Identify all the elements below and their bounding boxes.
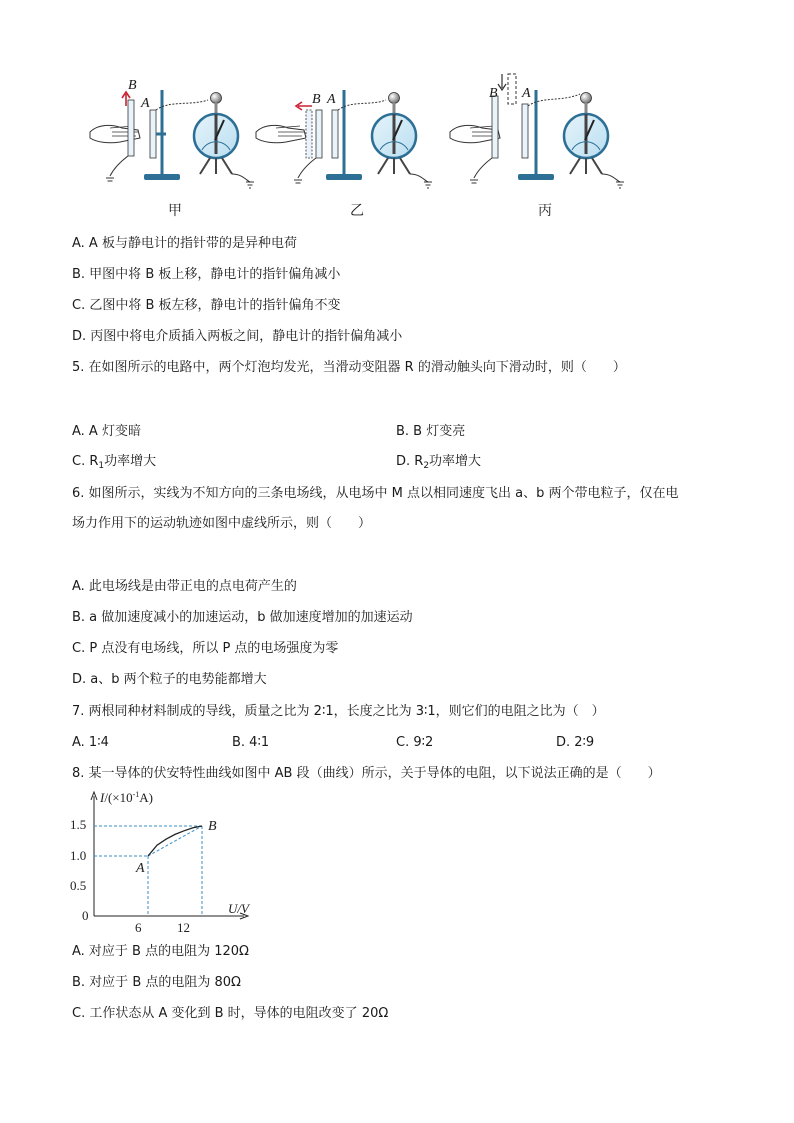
q7-stem: 7. 两根同种材料制成的导线，质量之比为 2∶1，长度之比为 3∶1，则它们的电阻之比为（ ） [72,704,605,719]
q4-option-a: A. A 板与静电计的指针带的是异种电荷 [72,236,297,251]
electroscope-apparatus-figure [80,70,640,220]
q8-stem: 8. 某一导体的伏安特性曲线如图中 AB 段（曲线）所示，关于导体的电阻，以下说法正确的是（ ） [72,766,661,781]
x-tick-label: 6 [135,920,142,935]
q6-stem-line1: 6. 如图所示，实线为不知方向的三条电场线，从电场中 M 点以相同速度飞出 a、b 两个带电粒子，仅在电 [72,486,679,501]
y-axis-label: $I/(\times 10^{-1}A)$ [100,790,154,805]
q4-option-b: B. 甲图中将 B 板上移，静电计的指针偏角减小 [72,267,341,282]
y-tick-label: 0 [82,908,89,923]
y-tick-label: 1.0 [70,848,87,863]
q4-option-c: C. 乙图中将 B 板左移，静电计的指针偏角不变 [72,298,341,313]
q8-option-a: A. 对应于 B 点的电阻为 120Ω [72,944,249,959]
q6-option-a: A. 此电场线是由带正电的点电荷产生的 [72,579,297,594]
plate-label-b: B [312,92,321,107]
y-tick-label: 0.5 [70,878,87,893]
q5-option-d: D. $R_2$功率增大 [396,454,482,471]
plate-label-b: B [128,78,137,93]
plate-label-a: A [141,96,150,111]
x-axis-label: U/V [228,901,249,916]
caption-jia: 甲 [168,203,182,219]
point-a-label: A [136,861,145,876]
q7-option-a: A. 1∶4 [72,735,109,750]
chord-ab [148,826,202,856]
x-tick-label: 12 [177,920,190,935]
plate-label-a: A [327,92,336,107]
guide-lines [94,826,202,916]
plate-label-a: A [522,86,531,101]
plate-label-b: B [489,86,498,101]
apparatus-yi [256,90,432,188]
apparatus-jia [90,90,254,188]
caption-yi: 乙 [350,203,364,219]
q5-option-a: A. A 灯变暗 [72,424,141,439]
q6-option-c: C. P 点没有电场线，所以 P 点的电场强度为零 [72,641,339,656]
iv-characteristic-graph [64,788,274,938]
q5-stem: 5. 在如图所示的电路中，两个灯泡均发光，当滑动变阻器 R 的滑动触头向下滑动时，则（ ） [72,360,626,375]
q7-option-c: C. 9∶2 [396,735,434,750]
q8-option-b: B. 对应于 B 点的电阻为 80Ω [72,975,241,990]
q6-stem-line2: 场力作用下的运动轨迹如图中虚线所示，则（ ） [72,516,372,531]
caption-bing: 丙 [538,203,552,219]
q8-option-c: C. 工作状态从 A 变化到 B 时，导体的电阻改变了 20Ω [72,1006,389,1021]
q7-option-d: D. 2∶9 [556,735,595,750]
q6-option-d: D. a、b 两个粒子的电势能都增大 [72,672,267,687]
q7-option-b: B. 4∶1 [232,735,270,750]
q5-option-b: B. B 灯变亮 [396,424,466,439]
q6-option-b: B. a 做加速度减小的加速运动，b 做加速度增加的加速运动 [72,610,413,625]
y-tick-label: 1.5 [70,817,87,832]
apparatus-bing [450,74,624,188]
point-b-label: B [208,819,217,834]
q5-option-c: C. $R_1$功率增大 [72,454,157,471]
q4-option-d: D. 丙图中将电介质插入两板之间，静电计的指针偏角减小 [72,329,403,344]
